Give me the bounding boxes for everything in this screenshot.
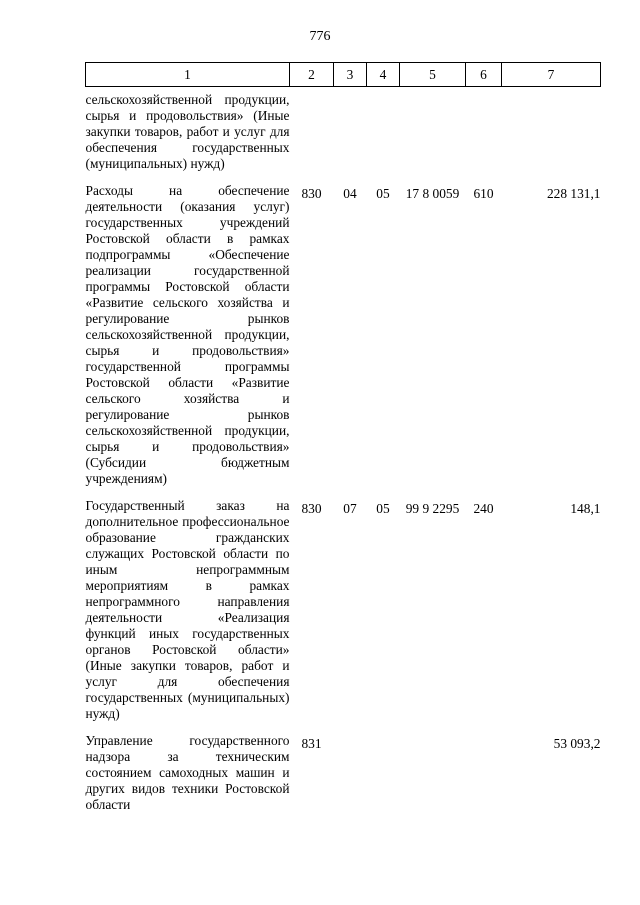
table-row	[86, 87, 601, 173]
target-article-code	[400, 722, 466, 813]
table-row	[86, 722, 601, 813]
table-row	[86, 487, 601, 722]
ministry-code: 830	[301, 501, 322, 516]
row-description: сельскохозяйственной продукции, сырья и продовольствия» (Иные закупки товаров, работ и услуг для обеспечения государственных (муниципальных) нужд)	[85, 92, 290, 171]
subsection-code	[367, 722, 400, 813]
column-number-header	[86, 63, 601, 87]
column-header: 6	[466, 63, 502, 87]
subsection-code: 05	[376, 186, 390, 201]
subsection-code: 05	[376, 501, 390, 516]
page-number: 776	[309, 29, 331, 44]
row-description: Государственный заказ на дополнительное профессиональное образование гражданских служащих Ростовской области по иным непрограммным мероприятиям в рамках непрограммного направления деятельности «Реализация функций иных государственных органов Ростовской области» (Иные закупки товаров, работ и услуг для обеспечения государственных (муниципальных) нужд)	[85, 498, 290, 721]
column-header: 4	[367, 63, 400, 87]
expense-type-code: 240	[473, 501, 494, 516]
row-description: Управление государственного надзора за техническим состоянием самоходных машин и других видов техники Ростовской области	[85, 733, 290, 812]
budget-table	[85, 62, 601, 813]
section-code: 04	[343, 186, 357, 201]
section-code: 07	[343, 501, 357, 516]
section-code	[334, 87, 367, 173]
expense-type-code	[466, 722, 502, 813]
expense-type-code	[466, 87, 502, 173]
column-header: 5	[400, 63, 466, 87]
ministry-code: 830	[301, 186, 322, 201]
row-description: Расходы на обеспечение деятельности (оказания услуг) государственных учреждений Ростовской области в рамках подпрограммы «Обеспечение реализации государственной программы Ростовской области «Развитие сельского хозяйства и регулирование рынков сельскохозяйственной продукции, сырья и продовольствия» государственной программы Ростовской области «Развитие сельского хозяйства и регулирование рынков сельскохозяйственной продукции, сырья и продовольствия» (Субсидии бюджетным учреждениям)	[85, 183, 290, 486]
ministry-code	[290, 87, 334, 173]
section-code	[334, 722, 367, 813]
target-article-code	[400, 87, 466, 173]
target-article-code: 17 8 0059	[405, 186, 460, 201]
subsection-code	[367, 87, 400, 173]
ministry-code: 831	[301, 736, 322, 751]
amount	[502, 87, 601, 173]
table-row	[86, 172, 601, 487]
column-header: 7	[502, 63, 601, 87]
amount: 148,1	[570, 501, 601, 516]
column-header: 3	[334, 63, 367, 87]
amount: 228 131,1	[546, 186, 601, 201]
column-header: 1	[86, 63, 290, 87]
column-header: 2	[290, 63, 334, 87]
expense-type-code: 610	[473, 186, 494, 201]
target-article-code: 99 9 2295	[405, 501, 460, 516]
amount: 53 093,2	[553, 736, 601, 751]
